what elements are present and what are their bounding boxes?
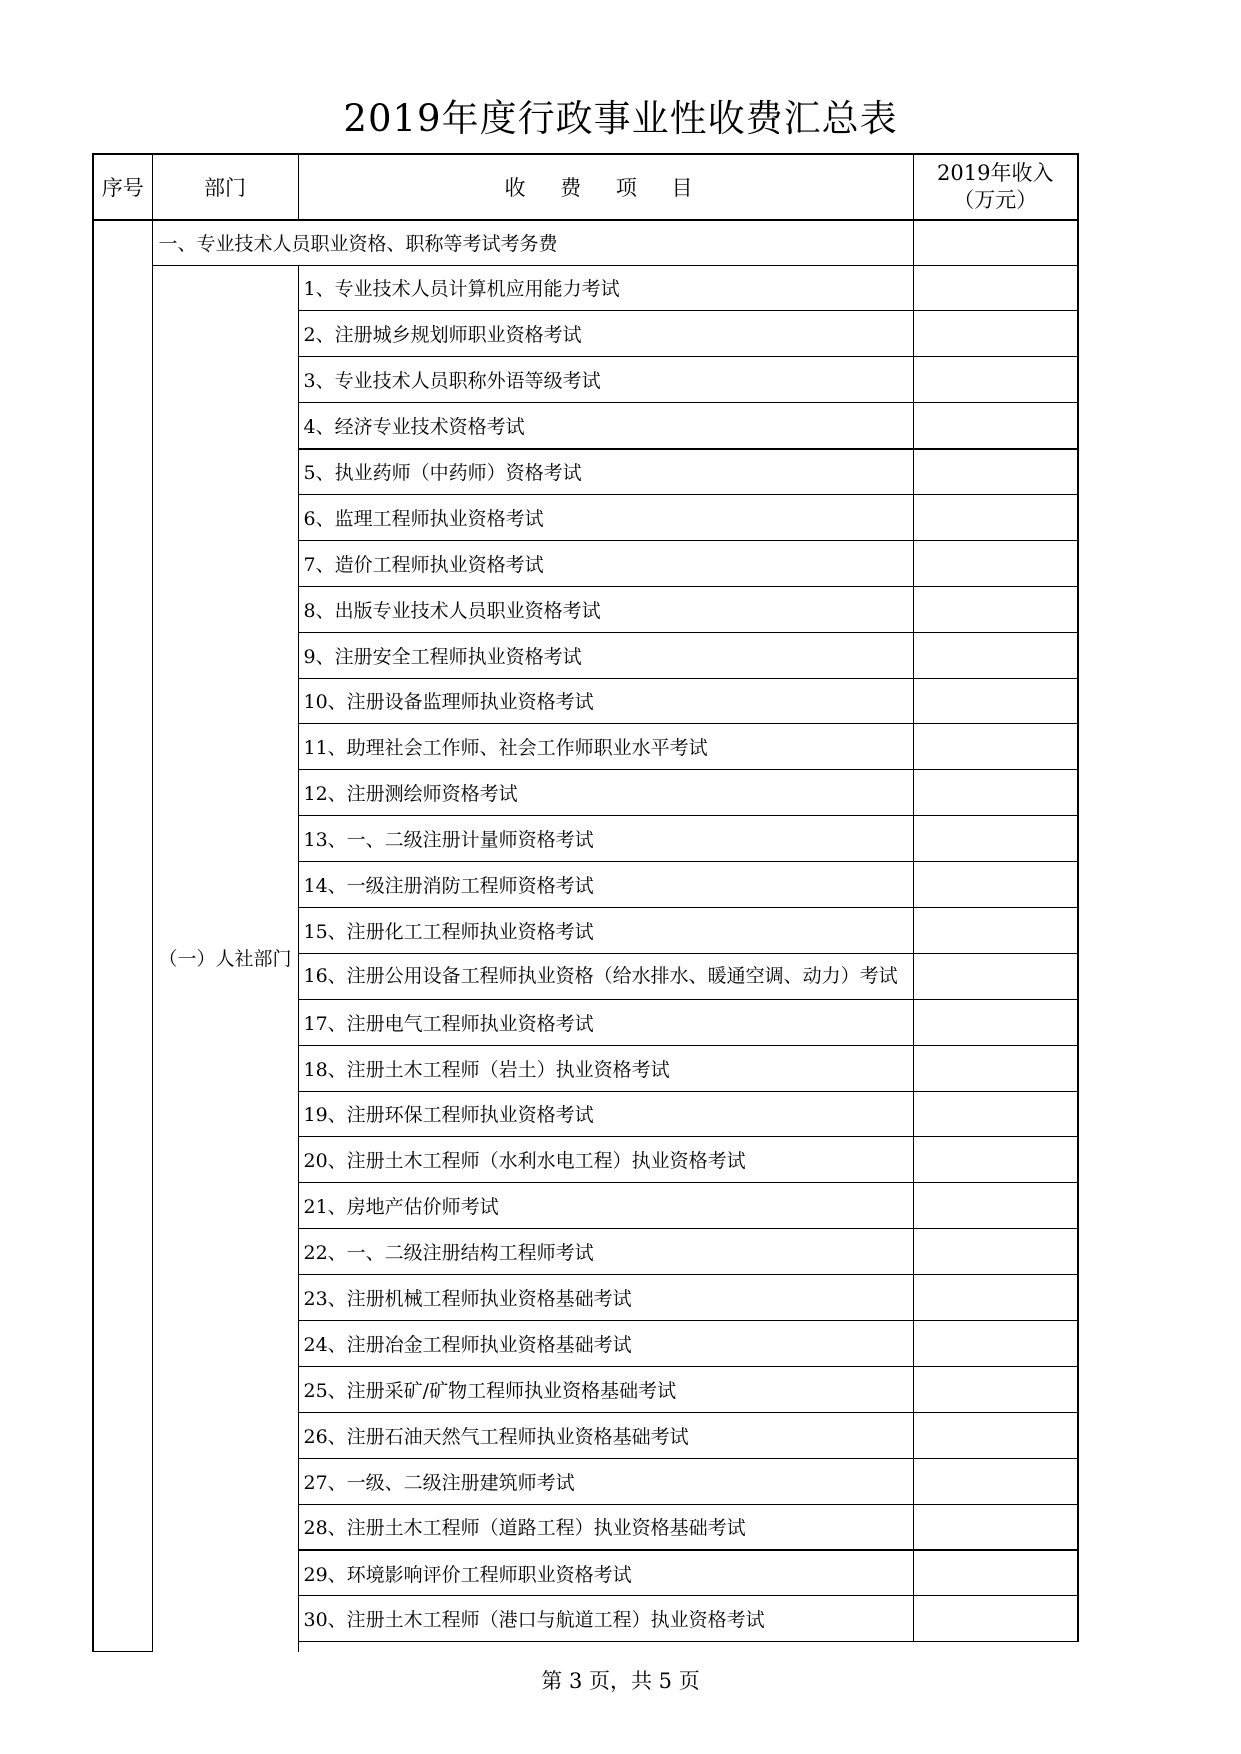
income-cell bbox=[913, 907, 1078, 953]
fee-item-label: 30、注册土木工程师（港口与航道工程）执业资格考试 bbox=[298, 1596, 913, 1642]
header-income-line2: （万元） bbox=[953, 188, 1038, 212]
fee-item-label: 10、注册设备监理师执业资格考试 bbox=[298, 678, 913, 724]
income-cell bbox=[913, 862, 1078, 908]
fee-item-label: 26、注册石油天然气工程师执业资格基础考试 bbox=[298, 1412, 913, 1458]
header-seq: 序号 bbox=[93, 154, 152, 220]
income-cell bbox=[913, 724, 1078, 770]
income-cell bbox=[913, 999, 1078, 1045]
table-body bbox=[93, 220, 1078, 1652]
fee-item-label: 16、注册公用设备工程师执业资格（给水排水、暖通空调、动力）考试 bbox=[298, 953, 913, 999]
fee-item-label: 1、专业技术人员计算机应用能力考试 bbox=[298, 265, 913, 311]
fee-item-label: 12、注册测绘师资格考试 bbox=[298, 770, 913, 816]
header-dept: 部门 bbox=[152, 154, 298, 220]
fee-item-label: 5、执业药师（中药师）资格考试 bbox=[298, 449, 913, 495]
income-cell bbox=[913, 632, 1078, 678]
fee-item-label: 11、助理社会工作师、社会工作师职业水平考试 bbox=[298, 724, 913, 770]
fee-item-label: 13、一、二级注册计量师资格考试 bbox=[298, 816, 913, 862]
income-cell bbox=[913, 540, 1078, 586]
header-row bbox=[93, 154, 1078, 220]
fee-item-label: 25、注册采矿/矿物工程师执业资格基础考试 bbox=[298, 1366, 913, 1412]
fee-item-label: 28、注册土木工程师（道路工程）执业资格基础考试 bbox=[298, 1504, 913, 1550]
income-cell bbox=[913, 357, 1078, 403]
income-cell bbox=[913, 953, 1078, 999]
income-cell bbox=[913, 1320, 1078, 1366]
header-income-line1: 2019年收入 bbox=[937, 161, 1054, 185]
page-footer: 第 3 页，共 5 页 bbox=[541, 1669, 700, 1693]
income-cell bbox=[913, 1596, 1078, 1642]
fee-item-label: 24、注册冶金工程师执业资格基础考试 bbox=[298, 1320, 913, 1366]
fee-item-label: 15、注册化工工程师执业资格考试 bbox=[298, 907, 913, 953]
fee-item-label: 8、出版专业技术人员职业资格考试 bbox=[298, 586, 913, 632]
income-cell bbox=[913, 678, 1078, 724]
fee-item-label: 22、一、二级注册结构工程师考试 bbox=[298, 1229, 913, 1275]
seq-cell bbox=[93, 220, 152, 1652]
category-row bbox=[93, 220, 1078, 265]
income-cell bbox=[913, 1275, 1078, 1321]
income-cell bbox=[913, 265, 1078, 311]
header-fee-item: 收 费 项 目 bbox=[298, 154, 913, 220]
department-label: （一）人社部门 bbox=[152, 265, 298, 1652]
income-cell bbox=[913, 1458, 1078, 1504]
fee-item-label: 7、造价工程师执业资格考试 bbox=[298, 540, 913, 586]
income-cell bbox=[913, 1366, 1078, 1412]
fee-item-label: 29、环境影响评价工程师职业资格考试 bbox=[298, 1550, 913, 1596]
income-cell bbox=[913, 586, 1078, 632]
income-cell bbox=[913, 403, 1078, 449]
income-cell bbox=[913, 311, 1078, 357]
fee-item-label: 27、一级、二级注册建筑师考试 bbox=[298, 1458, 913, 1504]
income-cell bbox=[913, 1504, 1078, 1550]
income-cell bbox=[913, 770, 1078, 816]
income-cell bbox=[913, 1229, 1078, 1275]
table-row bbox=[93, 265, 1078, 311]
fee-item-label: 23、注册机械工程师执业资格基础考试 bbox=[298, 1275, 913, 1321]
income-cell bbox=[913, 816, 1078, 862]
fee-item-label: 9、注册安全工程师执业资格考试 bbox=[298, 632, 913, 678]
fee-summary-table bbox=[92, 153, 1079, 1652]
fee-item-label: 18、注册土木工程师（岩土）执业资格考试 bbox=[298, 1045, 913, 1091]
fee-item-label: 19、注册环保工程师执业资格考试 bbox=[298, 1091, 913, 1137]
income-cell bbox=[913, 1137, 1078, 1183]
fee-item-label: 14、一级注册消防工程师资格考试 bbox=[298, 862, 913, 908]
income-cell bbox=[913, 1045, 1078, 1091]
income-cell bbox=[913, 1183, 1078, 1229]
fee-item-label: 2、注册城乡规划师职业资格考试 bbox=[298, 311, 913, 357]
header-income bbox=[913, 154, 1078, 220]
category-label: 一、专业技术人员职业资格、职称等考试考务费 bbox=[152, 220, 913, 265]
page-title: 2019年度行政事业性收费汇总表 bbox=[343, 97, 898, 140]
fee-item-label: 17、注册电气工程师执业资格考试 bbox=[298, 999, 913, 1045]
fee-item-label: 6、监理工程师执业资格考试 bbox=[298, 494, 913, 540]
income-cell bbox=[913, 1091, 1078, 1137]
fee-item-label: 3、专业技术人员职称外语等级考试 bbox=[298, 357, 913, 403]
income-cell bbox=[913, 1412, 1078, 1458]
income-cell bbox=[913, 1550, 1078, 1596]
income-cell bbox=[913, 494, 1078, 540]
income-cell bbox=[913, 220, 1078, 265]
fee-item-label: 20、注册土木工程师（水利水电工程）执业资格考试 bbox=[298, 1137, 913, 1183]
income-cell bbox=[913, 449, 1078, 495]
fee-item-label: 21、房地产估价师考试 bbox=[298, 1183, 913, 1229]
fee-item-label: 4、经济专业技术资格考试 bbox=[298, 403, 913, 449]
